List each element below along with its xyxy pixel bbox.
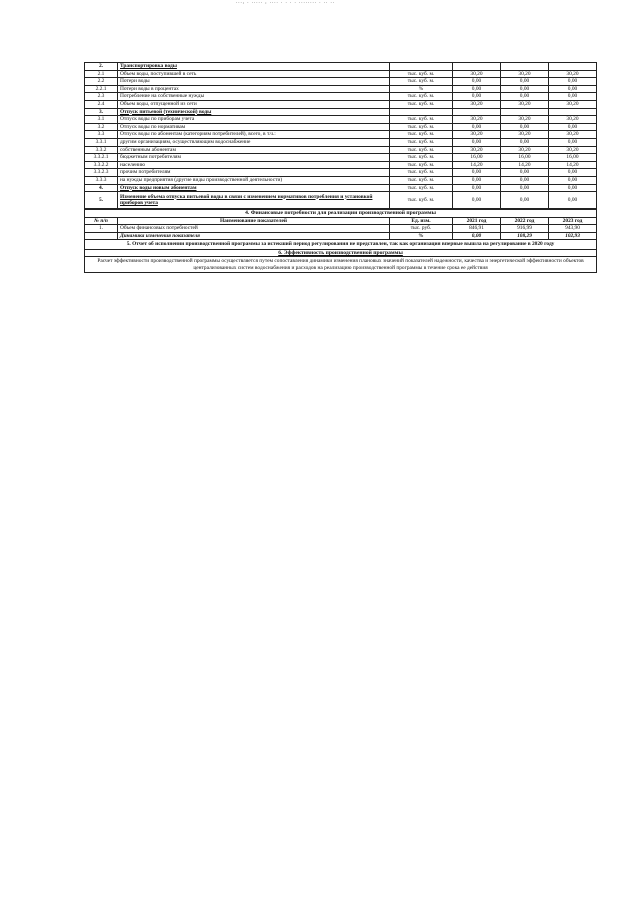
finance-row-name: Объем финансовых потребностей bbox=[118, 225, 390, 233]
row-value-2023: 0,00 bbox=[549, 85, 597, 93]
finance-row bbox=[85, 225, 597, 233]
row-name: Отпуск воды по нормативам bbox=[118, 123, 390, 131]
production-row bbox=[85, 146, 597, 154]
production-row bbox=[85, 138, 597, 146]
row-unit: тыс. куб. м. bbox=[390, 78, 453, 86]
production-row bbox=[85, 161, 597, 169]
row-number: 3.2 bbox=[85, 123, 118, 131]
row-value-2022 bbox=[501, 63, 549, 71]
row-value-2021: 0,00 bbox=[453, 123, 501, 131]
finance-row-value-2: 108,29 bbox=[501, 232, 549, 240]
row-name: другим организациям, осуществляющим водоснабжение bbox=[118, 138, 390, 146]
header-unit: Ед. изм. bbox=[390, 217, 453, 225]
row-value-2022: 30,20 bbox=[501, 131, 549, 139]
row-name: на нужды предприятия (другие виды производственной деятельности) bbox=[118, 176, 390, 184]
production-row bbox=[85, 123, 597, 131]
row-unit: тыс. куб. м. bbox=[390, 100, 453, 108]
row-number: 3.3.2.3 bbox=[85, 169, 118, 177]
row-number: 5. bbox=[85, 192, 118, 209]
row-value-2021: 0,00 bbox=[453, 176, 501, 184]
production-row bbox=[85, 154, 597, 162]
row-name: Отпуск воды новым абонентам bbox=[118, 184, 390, 192]
efficiency-paragraph: Расчет эффективности производственной программы осуществляется путем сопоставления динамики изменения плановых значений показателей надежности, качества и энергетической эффективности объектов централизованных систем водоснабжения и расходов на реализацию производственной программы в течение срока ее действия bbox=[85, 257, 597, 273]
row-name: бюджетным потребителям bbox=[118, 154, 390, 162]
row-unit: тыс. куб. м. bbox=[390, 169, 453, 177]
production-row bbox=[85, 70, 597, 78]
row-value-2023: 14,20 bbox=[549, 161, 597, 169]
row-number: 3.3.3 bbox=[85, 176, 118, 184]
row-value-2021: 30,20 bbox=[453, 116, 501, 124]
row-number: 2.3 bbox=[85, 93, 118, 101]
row-value-2021: 0,00 bbox=[453, 184, 501, 192]
finance-row-unit: % bbox=[390, 232, 453, 240]
row-unit: тыс. куб. м. bbox=[390, 146, 453, 154]
row-unit: тыс. куб. м. bbox=[390, 116, 453, 124]
row-name: Объем воды, поступившей в сеть bbox=[118, 70, 390, 78]
production-row bbox=[85, 100, 597, 108]
row-value-2021: 30,20 bbox=[453, 100, 501, 108]
row-number: 4. bbox=[85, 184, 118, 192]
production-row bbox=[85, 192, 597, 209]
row-value-2022: 16,00 bbox=[501, 154, 549, 162]
row-name: собственным абонентам bbox=[118, 146, 390, 154]
row-value-2022: 0,00 bbox=[501, 192, 549, 209]
row-unit bbox=[390, 63, 453, 71]
finance-row-value-1: 846,91 bbox=[453, 225, 501, 233]
row-value-2022: 0,00 bbox=[501, 184, 549, 192]
row-value-2022: 30,20 bbox=[501, 70, 549, 78]
row-number: 2.2.1 bbox=[85, 85, 118, 93]
row-value-2023: 30,20 bbox=[549, 100, 597, 108]
row-number: 3.3.2.1 bbox=[85, 154, 118, 162]
production-table-body bbox=[85, 63, 597, 209]
row-value-2021: 14,20 bbox=[453, 161, 501, 169]
row-name: Отпуск воды по абонентам (категориям потребителей), всего, в т.ч.: bbox=[118, 131, 390, 139]
row-name: Потери воды bbox=[118, 78, 390, 86]
row-name: Потери воды в процентах bbox=[118, 85, 390, 93]
row-value-2023 bbox=[549, 108, 597, 116]
row-value-2023: 30,20 bbox=[549, 70, 597, 78]
row-value-2023: 30,20 bbox=[549, 116, 597, 124]
row-number: 3.1 bbox=[85, 116, 118, 124]
finance-row-value-1: 0,00 bbox=[453, 232, 501, 240]
row-unit: тыс. куб. м. bbox=[390, 70, 453, 78]
row-value-2021 bbox=[453, 108, 501, 116]
row-value-2023: 0,00 bbox=[549, 184, 597, 192]
row-value-2023: 30,20 bbox=[549, 131, 597, 139]
production-row bbox=[85, 85, 597, 93]
finance-row-value-2: 916,99 bbox=[501, 225, 549, 233]
production-row bbox=[85, 131, 597, 139]
row-name: Изменение объема отпуска питьевой воды в связи с изменением нормативов потребления и установкой приборов учета bbox=[118, 192, 390, 209]
header-year-2: 2022 год bbox=[501, 217, 549, 225]
row-value-2023: 0,00 bbox=[549, 138, 597, 146]
row-number: 3.3 bbox=[85, 131, 118, 139]
row-unit bbox=[390, 108, 453, 116]
finance-header-row bbox=[85, 217, 597, 225]
row-value-2021: 30,20 bbox=[453, 70, 501, 78]
production-row bbox=[85, 63, 597, 71]
row-value-2022: 30,20 bbox=[501, 116, 549, 124]
finance-row-value-3: 102,93 bbox=[549, 232, 597, 240]
row-value-2023: 0,00 bbox=[549, 169, 597, 177]
row-name: населению bbox=[118, 161, 390, 169]
row-name: Отпуск питьевой (технической) воды bbox=[118, 108, 390, 116]
row-value-2022: 0,00 bbox=[501, 93, 549, 101]
row-name: Потребление на собственные нужды bbox=[118, 93, 390, 101]
row-value-2021: 0,00 bbox=[453, 93, 501, 101]
finance-row-value-3: 943,90 bbox=[549, 225, 597, 233]
row-value-2022: 0,00 bbox=[501, 169, 549, 177]
row-unit: тыс. куб. м. bbox=[390, 93, 453, 101]
row-number: 3.3.2 bbox=[85, 146, 118, 154]
row-unit: тыс. куб. м. bbox=[390, 192, 453, 209]
production-row bbox=[85, 78, 597, 86]
production-table bbox=[84, 62, 597, 209]
row-value-2021: 0,00 bbox=[453, 78, 501, 86]
finance-table bbox=[84, 209, 597, 273]
row-unit: % bbox=[390, 85, 453, 93]
finance-section-title: 4. Финансовые потребности для реализации производственной программы bbox=[85, 210, 597, 218]
row-number: 2.4 bbox=[85, 100, 118, 108]
document-page bbox=[84, 62, 596, 273]
row-name: прочим потребителям bbox=[118, 169, 390, 177]
production-row bbox=[85, 108, 597, 116]
row-value-2022: 30,20 bbox=[501, 146, 549, 154]
row-value-2023: 0,00 bbox=[549, 192, 597, 209]
finance-row bbox=[85, 232, 597, 240]
row-unit: тыс. куб. м. bbox=[390, 161, 453, 169]
row-value-2023: 0,00 bbox=[549, 176, 597, 184]
row-value-2022: 30,20 bbox=[501, 100, 549, 108]
efficiency-section-title: 6. Эффективность производственной программы bbox=[85, 249, 597, 257]
report-paragraph: 5. Отчет об исполнении производственной программы за истекший период регулирования не представлен, так как организация впервые вышла на регулирование в 2020 году bbox=[85, 240, 597, 249]
row-unit: тыс. куб. м. bbox=[390, 154, 453, 162]
header-name: Наименование показателей bbox=[118, 217, 390, 225]
row-value-2023: 30,20 bbox=[549, 146, 597, 154]
row-number: 2.1 bbox=[85, 70, 118, 78]
row-value-2022: 0,00 bbox=[501, 123, 549, 131]
header-year-3: 2023 год bbox=[549, 217, 597, 225]
row-unit: тыс. куб. м. bbox=[390, 176, 453, 184]
row-name: Транспортировка воды bbox=[118, 63, 390, 71]
row-number: 2.2 bbox=[85, 78, 118, 86]
header-num: № п/п bbox=[85, 217, 118, 225]
row-value-2022: 0,00 bbox=[501, 176, 549, 184]
row-value-2022: 14,20 bbox=[501, 161, 549, 169]
row-value-2021: 30,20 bbox=[453, 146, 501, 154]
row-unit: тыс. куб. м. bbox=[390, 131, 453, 139]
production-row bbox=[85, 176, 597, 184]
row-number: 3.3.1 bbox=[85, 138, 118, 146]
row-value-2023: 0,00 bbox=[549, 78, 597, 86]
row-value-2021: 0,00 bbox=[453, 169, 501, 177]
row-name: Отпуск воды по приборам учета bbox=[118, 116, 390, 124]
row-value-2023 bbox=[549, 63, 597, 71]
row-name: Объем воды, отпущенной из сети bbox=[118, 100, 390, 108]
finance-row-name: Динамика изменения показателя bbox=[118, 232, 390, 240]
row-value-2022: 0,00 bbox=[501, 85, 549, 93]
row-unit: тыс. куб. м. bbox=[390, 184, 453, 192]
row-value-2021: 16,00 bbox=[453, 154, 501, 162]
finance-row-num bbox=[85, 232, 118, 240]
finance-row-num: 1. bbox=[85, 225, 118, 233]
row-unit: тыс. куб. м. bbox=[390, 138, 453, 146]
row-number: 3.3.2.2 bbox=[85, 161, 118, 169]
row-unit: тыс. куб. м. bbox=[390, 123, 453, 131]
row-value-2021: 0,00 bbox=[453, 85, 501, 93]
row-number: 3. bbox=[85, 108, 118, 116]
row-value-2023: 16,00 bbox=[549, 154, 597, 162]
row-value-2022 bbox=[501, 108, 549, 116]
row-value-2021: 0,00 bbox=[453, 192, 501, 209]
finance-row-unit: тыс. руб. bbox=[390, 225, 453, 233]
row-value-2022: 0,00 bbox=[501, 78, 549, 86]
header-year-1: 2021 год bbox=[453, 217, 501, 225]
production-row bbox=[85, 93, 597, 101]
row-value-2022: 0,00 bbox=[501, 138, 549, 146]
row-value-2021: 0,00 bbox=[453, 138, 501, 146]
row-number: 2. bbox=[85, 63, 118, 71]
row-value-2021: 30,20 bbox=[453, 131, 501, 139]
row-value-2023: 0,00 bbox=[549, 123, 597, 131]
row-value-2023: 0,00 bbox=[549, 93, 597, 101]
production-row bbox=[85, 169, 597, 177]
production-row bbox=[85, 116, 597, 124]
row-value-2021 bbox=[453, 63, 501, 71]
production-row bbox=[85, 184, 597, 192]
scan-header-noise: ..., . ..... , .... . . . . ........ . .. .. bbox=[236, 0, 335, 5]
